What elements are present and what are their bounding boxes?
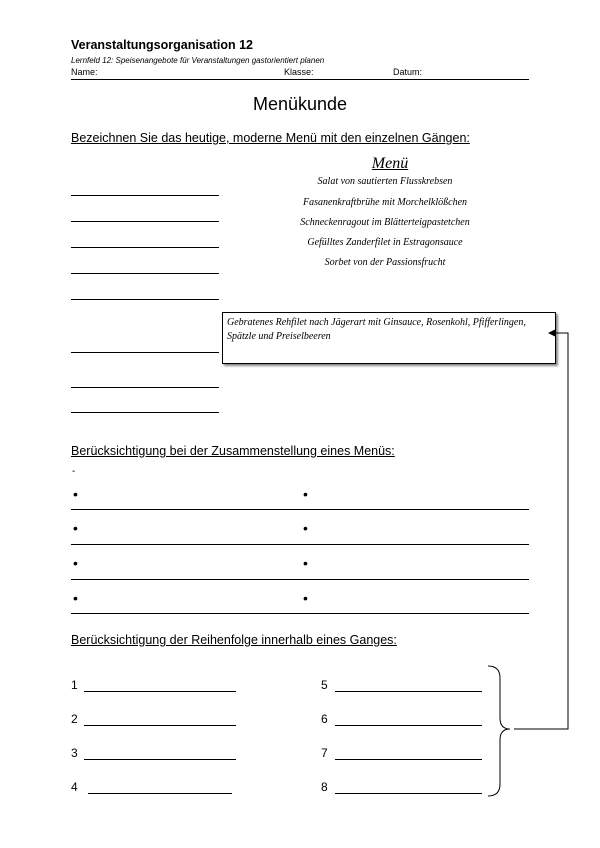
order-number: 7: [321, 746, 328, 760]
menu-course: Schneckenragout im Blätterteigpastetchen: [300, 217, 470, 228]
order-number: 5: [321, 678, 328, 692]
order-number: 6: [321, 712, 328, 726]
connector-line: [514, 333, 568, 729]
arrow-head: [548, 329, 556, 337]
main-course-callout: Gebratenes Rehfilet nach Jägerart mit Ginsauce, Rosenkohl, Pfifferlingen, Spätzle und Preiselbeeren: [222, 312, 556, 364]
worksheet-title: Veranstaltungsorganisation 12: [71, 38, 253, 52]
date-label: Datum:: [393, 67, 423, 77]
dash-mark: -: [72, 466, 76, 477]
bullet: •: [303, 590, 308, 606]
section-heading-menu: Bezeichnen Sie das heutige, moderne Menü mit den einzelnen Gängen:: [71, 131, 470, 145]
page-title: Menükunde: [252, 94, 348, 114]
menu-course: Sorbet von der Passionsfrucht: [324, 257, 446, 268]
class-label: Klasse:: [284, 67, 314, 77]
section-heading-composition: Berücksichtigung bei der Zusammenstellung eines Menüs:: [71, 444, 395, 458]
order-number: 4: [71, 780, 78, 794]
bullet: •: [73, 555, 78, 571]
bullet: •: [73, 520, 78, 536]
bullet: •: [73, 486, 78, 502]
menu-course: Gefülltes Zanderfilet in Estragonsauce: [307, 237, 463, 248]
order-number: 1: [71, 678, 78, 692]
curly-brace: [488, 666, 510, 796]
order-number: 3: [71, 746, 78, 760]
order-number: 2: [71, 712, 78, 726]
order-number: 8: [321, 780, 328, 794]
section-heading-order: Berücksichtigung der Reihenfolge innerhalb eines Ganges:: [71, 633, 397, 647]
worksheet-subtitle: Lernfeld 12: Speisenangebote für Veranstaltungen gastorientiert planen: [71, 56, 325, 65]
menu-course: Salat von sautierten Flusskrebsen: [317, 176, 453, 187]
bullet: •: [303, 486, 308, 502]
menu-course: Fasanenkraftbrühe mit Morchelklößchen: [302, 197, 468, 208]
bullet: •: [303, 555, 308, 571]
bullet: •: [73, 590, 78, 606]
bullet: •: [303, 520, 308, 536]
name-label: Name:: [71, 67, 98, 77]
menu-title: Menü: [371, 155, 409, 172]
